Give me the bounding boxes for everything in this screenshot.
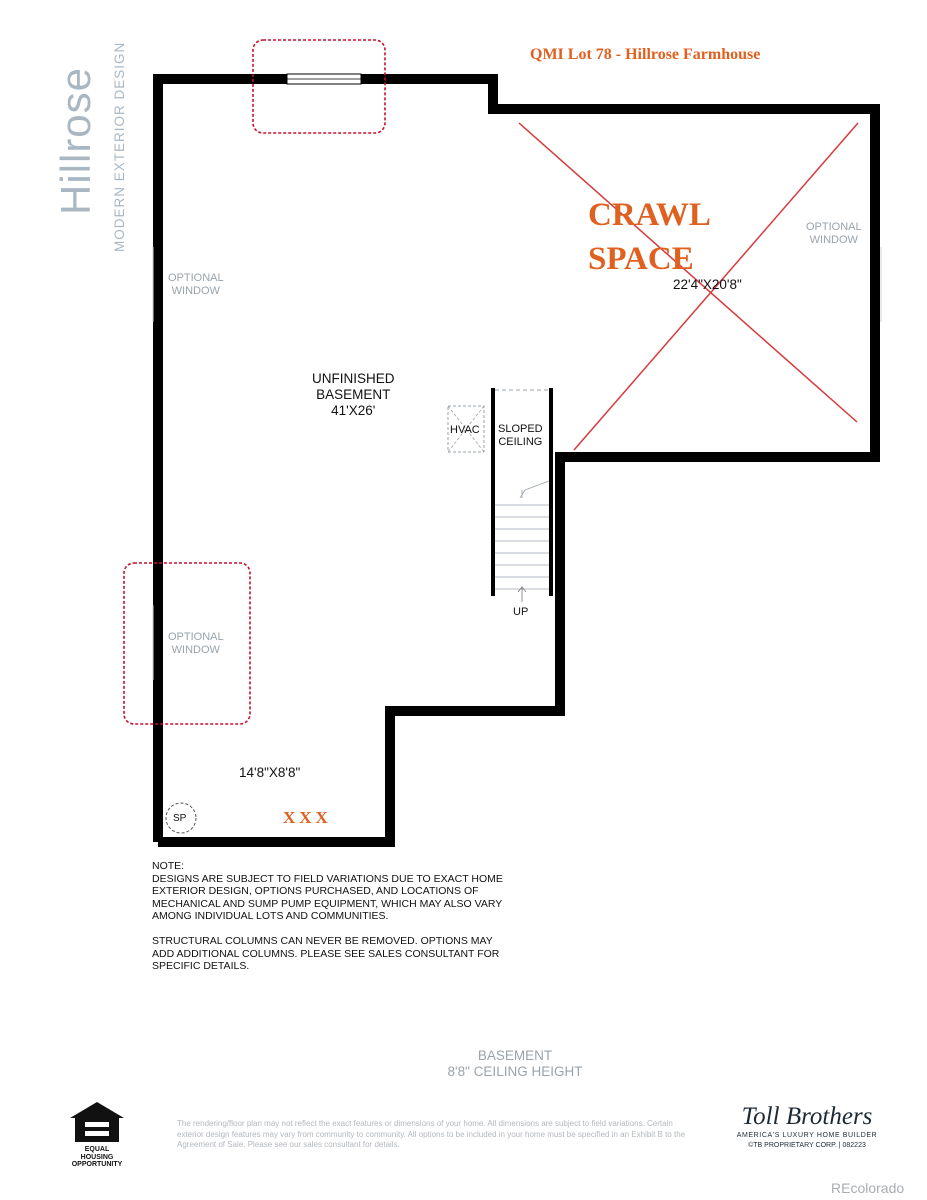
- optional-window-left-lower-label: [168, 631, 224, 657]
- design-notes: [152, 860, 512, 973]
- equal-housing-logo-icon: [70, 1102, 124, 1142]
- floor-caption-line2: 8'8" CEILING HEIGHT: [447, 1064, 583, 1079]
- crawl-space-label: [588, 193, 711, 281]
- legal-disclaimer: The rendering/floor plan may not reflect the exact features or dimensions of your home. All dimensions are subject to field variations. Certain exterior design features may vary from community to community. All options to be included in your home must be specified in an Exhibit B to the Agreement of Sale. Please see our sales consultant for details.: [177, 1119, 686, 1149]
- community-tagline: MODERN EXTERIOR DESIGN: [112, 41, 127, 252]
- floor-caption-line1: BASEMENT: [477, 1048, 553, 1063]
- exterior-walls: [158, 79, 875, 842]
- sloped-ceiling-label: [498, 423, 543, 449]
- small-room-dims: 14'8"X8'8": [239, 765, 301, 780]
- eho-line2: OPPORTUNITY: [71, 1161, 123, 1168]
- notes-para1: DESIGNS ARE SUBJECT TO FIELD VARIATIONS DUE TO EXACT HOME EXTERIOR DESIGN, OPTIONS PURCHASED, AND LOCATIONS OF MECHANICAL AND SUMP PUMP EQUIPMENT, WHICH MAY ALSO VARY AMONG INDIVIDUAL LOTS AND COMMUNITIES.: [152, 872, 503, 923]
- toll-brothers-logo: [722, 1103, 892, 1152]
- optional-window-right-line1: OPTIONAL: [806, 221, 862, 233]
- eho-line1: EQUAL HOUSING: [80, 1146, 114, 1161]
- crawl-space-line2: SPACE: [588, 241, 694, 277]
- toll-brothers-name: Toll Brothers: [741, 1103, 873, 1130]
- floor-caption: [390, 1048, 640, 1080]
- community-name: Hillrose: [52, 66, 99, 215]
- toll-brothers-tagline: AMERICA'S LUXURY HOME BUILDER: [736, 1132, 878, 1139]
- lot-title: QMI Lot 78 - Hillrose Farmhouse: [530, 46, 761, 63]
- toll-brothers-corp: ©TB PROPRIETARY CORP. | 082223: [748, 1142, 866, 1149]
- sloped-line2: CEILING: [498, 436, 543, 448]
- optional-window-right-label: [806, 221, 862, 247]
- notes-heading: NOTE:: [152, 860, 185, 872]
- optional-window-right-line2: WINDOW: [809, 234, 858, 246]
- optional-window-left-upper-line1: OPTIONAL: [168, 272, 224, 284]
- stair-up-label: UP: [513, 606, 529, 618]
- notes-para2: STRUCTURAL COLUMNS CAN NEVER BE REMOVED. OPTIONS MAY ADD ADDITIONAL COLUMNS. PLEASE SEE SALES CONSULTANT FOR SPECIFIC DETAILS.: [152, 934, 500, 973]
- sump-pump-label: SP: [173, 813, 187, 824]
- unfinished-basement-label: [312, 371, 395, 419]
- crawl-space-line1: CRAWL: [588, 197, 711, 233]
- optional-window-left-upper-label: [168, 272, 224, 298]
- unfinished-line2: BASEMENT: [316, 387, 391, 402]
- optional-window-left-lower-line2: WINDOW: [171, 644, 220, 656]
- crawl-space-dims: 22'4"X20'8": [673, 277, 742, 292]
- sloped-line1: SLOPED: [498, 423, 543, 435]
- unfinished-line1: UNFINISHED: [312, 371, 395, 386]
- xxx-mark: XXX: [283, 808, 332, 827]
- optional-window-left-lower-line1: OPTIONAL: [168, 631, 224, 643]
- recolorado-watermark: REcolorado: [831, 1180, 905, 1196]
- unfinished-dims: 41'X26': [331, 403, 376, 418]
- optional-window-left-upper-line2: WINDOW: [171, 285, 220, 297]
- hvac-label: HVAC: [450, 424, 480, 436]
- equal-housing-block: [68, 1144, 126, 1169]
- revision-cloud-top-window: [253, 40, 385, 133]
- stair-treads: [495, 481, 549, 589]
